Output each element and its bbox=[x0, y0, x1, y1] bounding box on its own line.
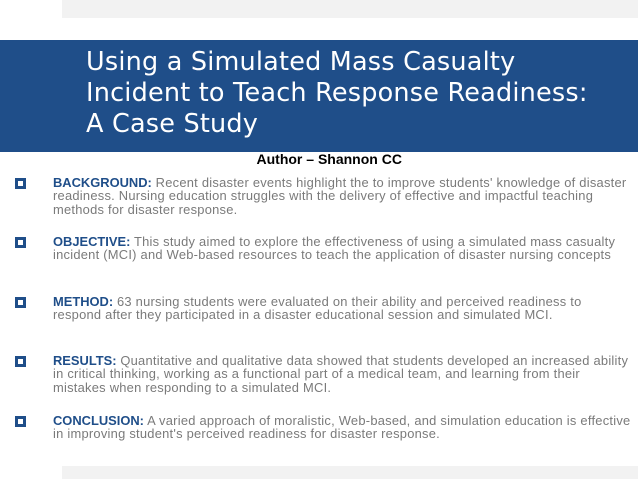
author-line bbox=[0, 150, 638, 168]
bullet-body: Quantitative and qualitative data showed that students developed an increased ability in critical thinking, working as a functional part of a medical team, and learning from their mistakes when responding to a simulated MCI. bbox=[53, 353, 629, 395]
bullet-body: Recent disaster events highlight the to improve students' knowledge of disaster readiness. Nursing education struggles with the delivery of effective and impactful teaching methods for disaster response. bbox=[53, 175, 627, 217]
bullet-method bbox=[14, 279, 632, 339]
bullet-label: CONCLUSION: bbox=[53, 413, 144, 428]
bullet-results bbox=[14, 339, 632, 399]
bullet-text bbox=[53, 414, 632, 441]
square-bullet-icon bbox=[15, 297, 26, 308]
bullet-label: BACKGROUND: bbox=[53, 175, 152, 190]
bullet-text bbox=[53, 176, 632, 216]
bullet-list bbox=[14, 176, 632, 457]
bullet-text bbox=[53, 295, 632, 322]
bottom-decorative-band bbox=[62, 466, 638, 479]
square-bullet-icon bbox=[15, 356, 26, 367]
square-bullet-icon bbox=[15, 178, 26, 189]
bullet-text bbox=[53, 235, 632, 262]
slide-title: Using a Simulated Mass Casualty Incident to Teach Response Readiness: A Case Study bbox=[86, 47, 588, 139]
bullet-objective bbox=[14, 219, 632, 279]
square-bullet-icon bbox=[15, 237, 26, 248]
bullet-body: This study aimed to explore the effectiveness of using a simulated mass casualty incident (MCI) and Web-based resources to teach the application of disaster nursing concepts bbox=[53, 234, 616, 263]
bullet-body: 63 nursing students were evaluated on their ability and perceived readiness to respond after they participated in a disaster educational session and simulated MCI. bbox=[53, 294, 582, 323]
bullet-label: METHOD: bbox=[53, 294, 114, 309]
bullet-conclusion bbox=[14, 399, 632, 457]
top-decorative-band bbox=[62, 0, 638, 18]
bullet-label: RESULTS: bbox=[53, 353, 117, 368]
bullet-label: OBJECTIVE: bbox=[53, 234, 131, 249]
author-text: Author – Shannon CC bbox=[256, 151, 402, 167]
bullet-text bbox=[53, 354, 632, 394]
bullet-body: A varied approach of moralistic, Web-based, and simulation education is effective in improving student's perceived readiness for disaster response. bbox=[53, 413, 631, 442]
square-bullet-icon bbox=[15, 416, 26, 427]
bullet-background bbox=[14, 176, 632, 219]
